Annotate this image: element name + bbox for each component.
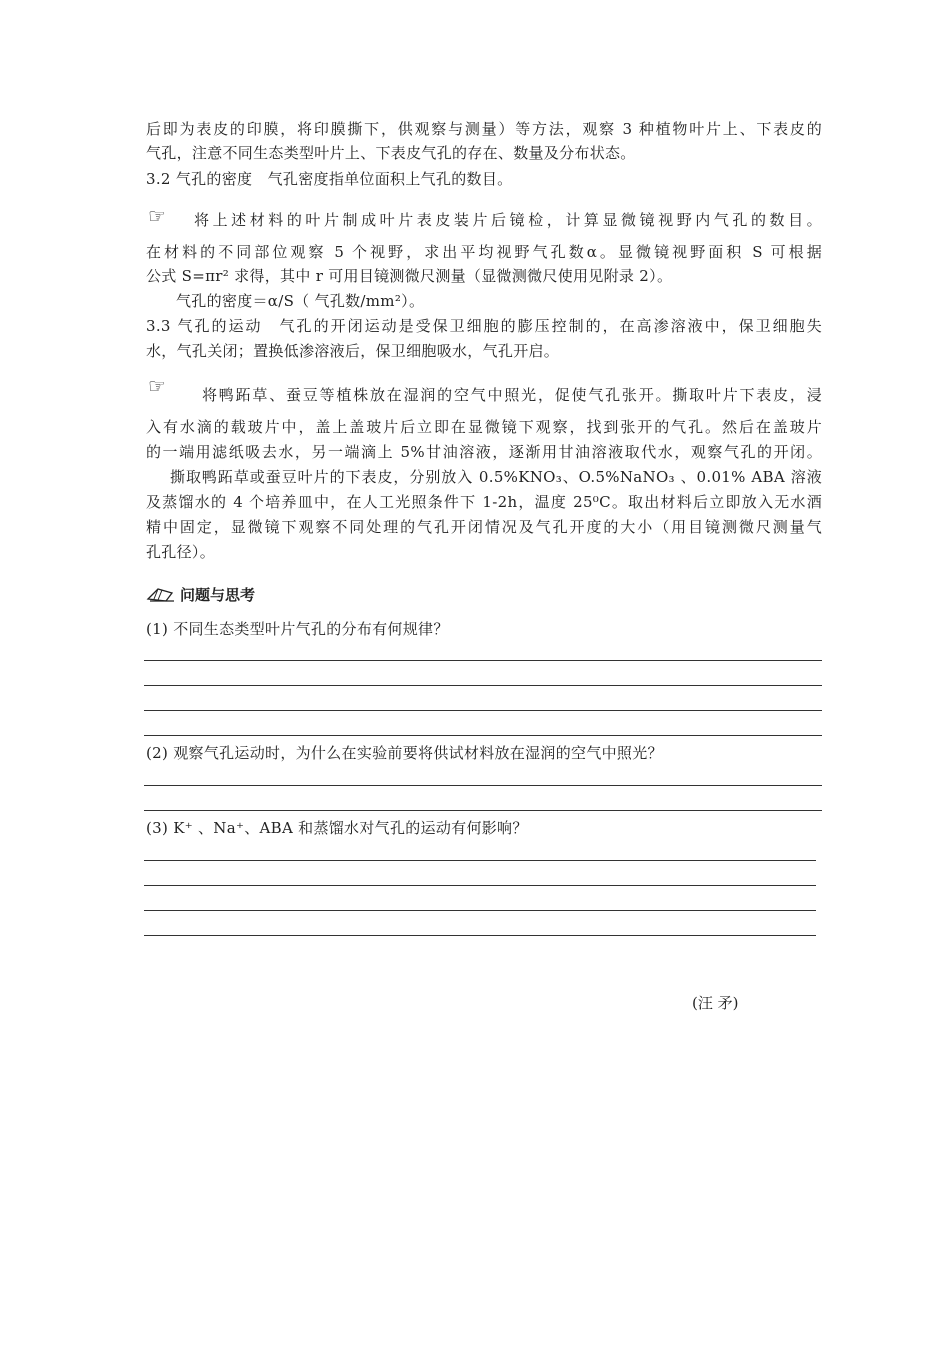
- text-line: 水，气孔关闭；置换低渗溶液后，保卫细胞吸水，气孔开启。: [146, 342, 560, 360]
- text-line: 气孔，注意不同生态类型叶片上、下表皮气孔的存在、数量及分布状态。: [146, 144, 636, 162]
- text-line: 在材料的不同部位观察 5 个视野，求出平均视野气孔数α。显微镜视野面积 S 可根据: [146, 243, 822, 261]
- answer-line: [144, 860, 816, 861]
- answer-line: [144, 885, 816, 886]
- answer-line: [144, 735, 822, 736]
- answer-line: [144, 810, 822, 811]
- text-line: 后即为表皮的印膜，将印膜撕下，供观察与测量）等方法，观察 3 种植物叶片上、下表皮的: [146, 120, 822, 138]
- question-2: (2) 观察气孔运动时，为什么在实验前要将供试材料放在湿润的空气中照光？: [146, 744, 663, 762]
- text-line: 气孔的密度＝α/S（ 气孔数/mm²）。: [176, 292, 425, 310]
- text-line: 撕取鸭跖草或蚕豆叶片的下表皮，分别放入 0.5%KNO₃、O.5%NaNO₃ 、0.01% ABA 溶液: [170, 468, 822, 486]
- answer-line: [144, 910, 816, 911]
- text-line: 及蒸馏水的 4 个培养皿中，在人工光照条件下 1-2h，温度 25⁰C。取出材料后立即放入无水酒: [146, 493, 822, 511]
- text-line: 精中固定，显微镜下观察不同处理的气孔开闭情况及气孔开度的大小（用目镜测微尺测量气: [146, 518, 822, 536]
- text-line: 入有水滴的载玻片中，盖上盖玻片后立即在显微镜下观察，找到张开的气孔。然后在盖玻片: [146, 418, 822, 436]
- question-1: (1) 不同生态类型叶片气孔的分布有何规律？: [146, 620, 449, 638]
- section-heading: [146, 584, 255, 606]
- writing-hand-icon: [146, 585, 176, 605]
- answer-line: [144, 935, 816, 936]
- pointing-hand-icon: ☞: [148, 374, 166, 398]
- text-line: 的一端用滤纸吸去水，另一端滴上 5%甘油溶液，逐渐用甘油溶液取代水，观察气孔的开闭。: [146, 443, 822, 461]
- answer-line: [144, 660, 822, 661]
- text-line: 3.3 气孔的运动 气孔的开闭运动是受保卫细胞的膨压控制的，在高渗溶液中，保卫细胞失: [146, 317, 822, 335]
- text-line: 将上述材料的叶片制成叶片表皮装片后镜检，计算显微镜视野内气孔的数目。: [194, 211, 822, 229]
- answer-line: [144, 710, 822, 711]
- text-line: 将鸭跖草、蚕豆等植株放在湿润的空气中照光，促使气孔张开。撕取叶片下表皮，浸: [202, 386, 822, 404]
- text-line: 3.2 气孔的密度 气孔密度指单位面积上气孔的数目。: [146, 170, 513, 188]
- pointing-hand-icon: ☞: [148, 204, 166, 228]
- text-line: 公式 S=πr² 求得，其中 r 可用目镜测微尺测量（显微测微尺使用见附录 2）。: [146, 267, 673, 285]
- question-3: (3) K⁺ 、Na⁺、ABA 和蒸馏水对气孔的运动有何影响？: [146, 819, 528, 837]
- section-title: 问题与思考: [180, 586, 256, 604]
- text-line: 孔孔径）。: [146, 543, 216, 561]
- author-signature: (汪 矛): [692, 994, 739, 1012]
- answer-line: [144, 685, 822, 686]
- answer-line: [144, 785, 822, 786]
